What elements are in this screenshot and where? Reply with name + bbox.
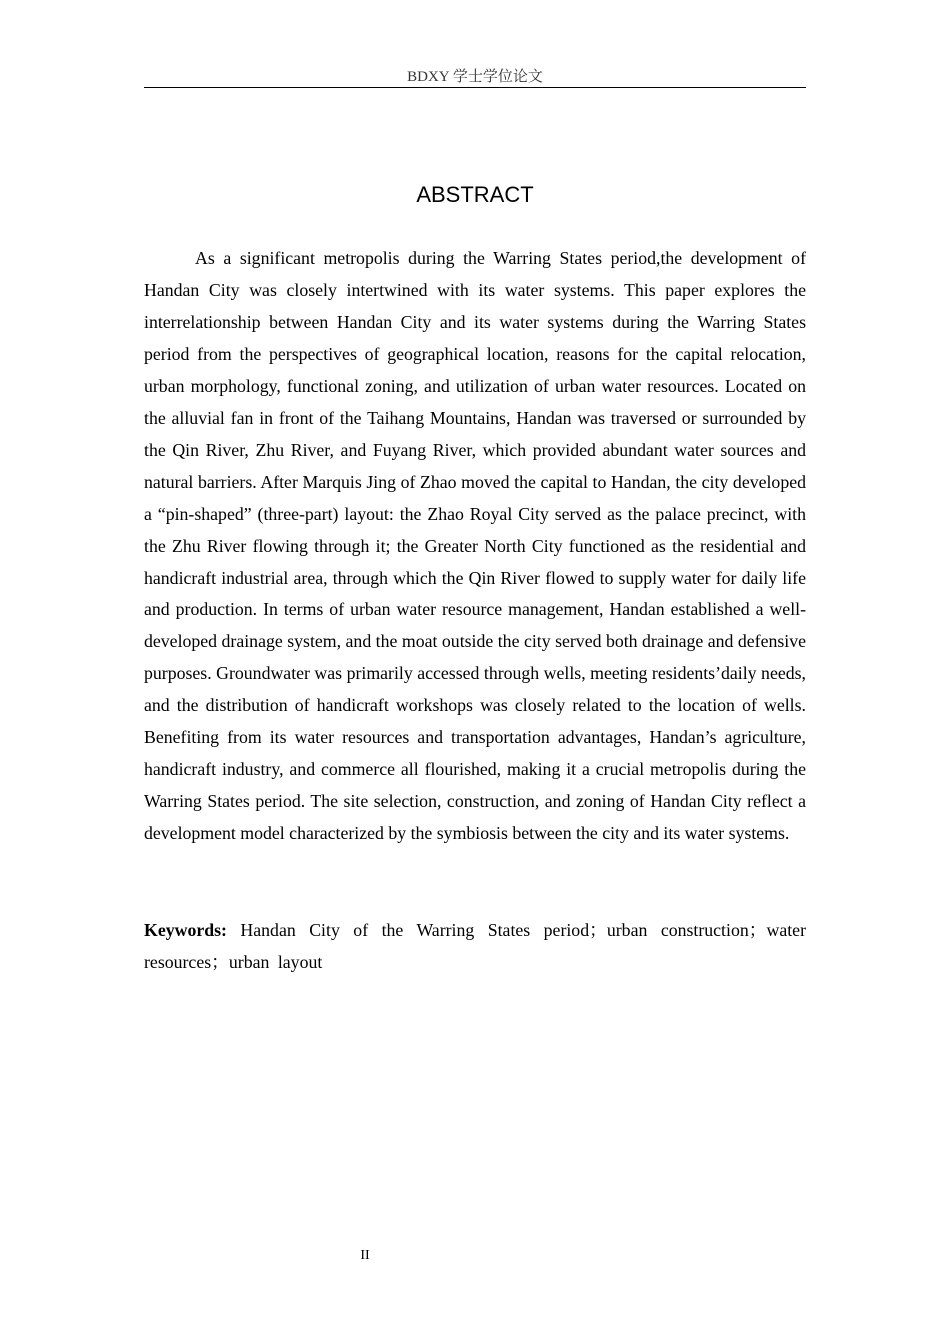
- page-number: II: [360, 1248, 370, 1263]
- keywords-label: Keywords:: [144, 920, 227, 940]
- abstract-body: As a significant metropolis during the Warring States period,the development of Handan City was closely intertwined with its water systems. This paper explores the interrelationship between Handan City and its water systems during the Warring States period from the perspectives of geographical location, reasons for the capital relocation, urban morphology, functional zoning, and utilization of urban water resources. Located on the alluvial fan in front of the Taihang Mountains, Handan was traversed or surrounded by the Qin River, Zhu River, and Fuyang River, which provided abundant water sources and natural barriers. After Marquis Jing of Zhao moved the capital to Handan, the city developed a “pin-shaped” (three-part) layout: the Zhao Royal City served as the palace precinct, with the Zhu River flowing through it; the Greater North City functioned as the residential and handicraft industrial area, through which the Qin River flowed to supply water for daily life and production. In terms of urban water resource management, Handan established a well-developed drainage system, and the moat outside the city served both drainage and defensive purposes. Groundwater was primarily accessed through wells, meeting residents’daily needs, and the distribution of handicraft workshops was closely related to the location of wells. Benefiting from its water resources and transportation advantages, Handan’s agriculture, handicraft industry, and commerce all flourished, making it a crucial metropolis during the Warring States period. The site selection, construction, and zoning of Handan City reflect a development model characterized by the symbiosis between the city and its water systems.: [144, 248, 806, 844]
- header-text: BDXY 学士学位论文: [407, 69, 543, 85]
- running-header: [144, 68, 806, 88]
- keywords-text: Handan City of the Warring States period；urban construction；water resources；urban layout: [144, 920, 806, 972]
- keywords-line: [144, 914, 806, 978]
- abstract-title: ABSTRACT: [416, 182, 534, 207]
